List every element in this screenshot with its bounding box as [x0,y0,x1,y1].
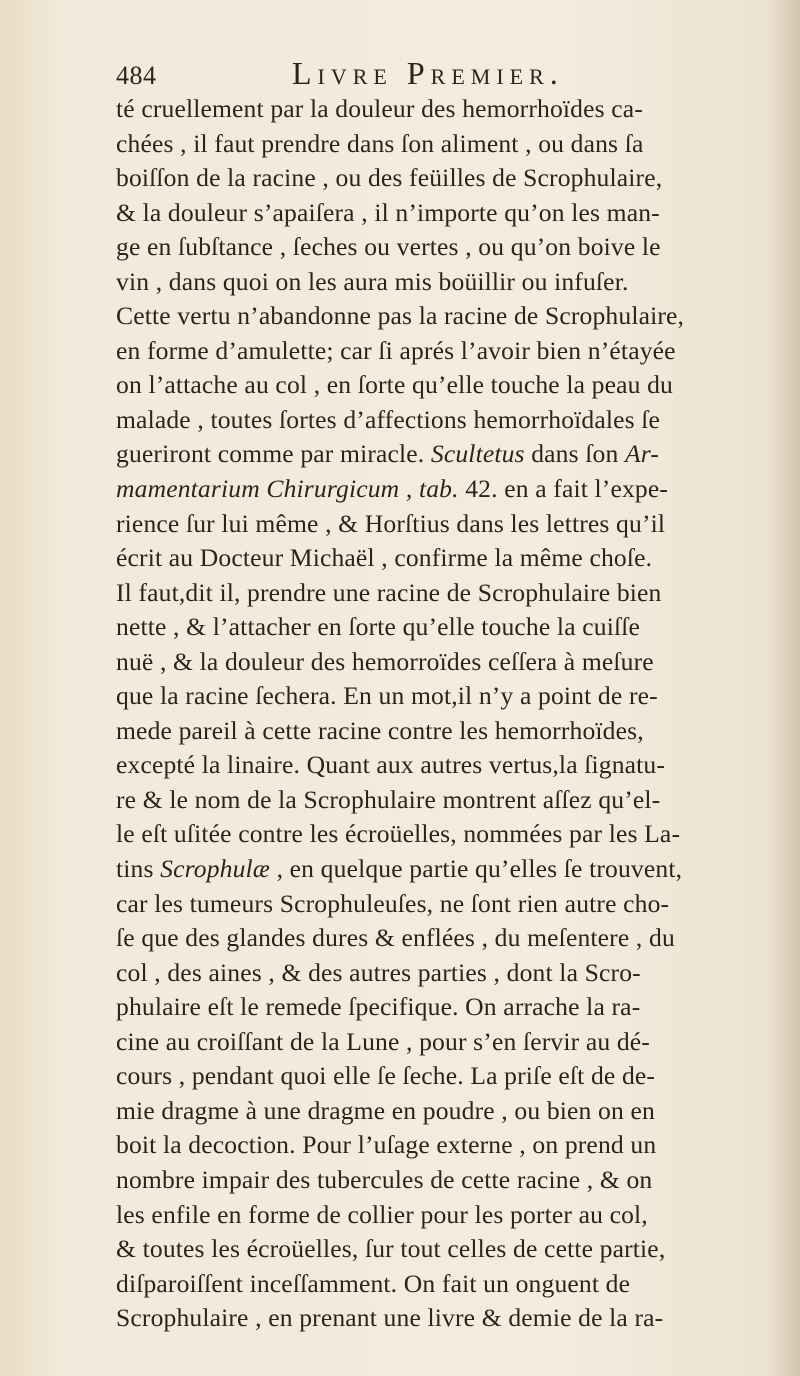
text-segment: mede pareil à cette racine contre les hemorrhoïdes, [116,715,644,745]
text-line [116,1232,770,1267]
text-line [116,990,770,1025]
italic-text-segment: mamentarium Chirurgicum , tab. [116,474,459,504]
text-line [116,265,770,300]
text-line [116,1163,770,1198]
text-segment: & toutes les écroüelles, ſur tout celles de cette partie, [116,1234,666,1264]
text-line [116,817,770,852]
text-line [116,161,770,196]
text-line [116,645,770,680]
text-segment: rience ſur lui même , & Horſtius dans les lettres qu’il [116,508,666,538]
text-segment: vin , dans quoi on les aura mis boüillir ou infuſer. [116,266,629,296]
text-segment: col , des aines , & des autres parties , dont la Scro- [116,957,641,987]
text-line [116,334,770,369]
running-head: Livre Premier. [292,55,564,91]
text-line [116,610,770,645]
text-segment: malade , toutes ſortes d’affections hemorrhoïdales ſe [116,404,661,434]
body-text [116,92,770,1336]
text-line [116,679,770,714]
text-line [116,437,770,472]
italic-text-segment: Scrophulæ [160,854,271,884]
text-segment: Il faut,dit il, prendre une racine de Scrophulaire bien [116,577,662,607]
text-line [116,403,770,438]
text-segment: les enfile en forme de collier pour les porter au col, [116,1199,648,1229]
text-segment: nombre impair des tubercules de cette racine , & on [116,1164,653,1194]
text-line [116,230,770,265]
text-line [116,1301,770,1336]
italic-text-segment: Ar- [625,439,660,469]
text-segment: nette , & l’attacher en ſorte qu’elle touche la cuiſſe [116,612,640,642]
text-line [116,1025,770,1060]
text-line [116,714,770,749]
text-segment: dans ſon [524,439,625,469]
text-segment: gueriront comme par miracle. [116,439,431,469]
text-segment: phulaire eſt le remede ſpecifique. On arrache la ra- [116,992,641,1022]
text-line [116,1267,770,1302]
text-segment: cours , pendant quoi elle ſe ſeche. La priſe eſt de de- [116,1061,656,1091]
text-line [116,1059,770,1094]
text-segment: , en quelque partie qu’elles ſe trouvent, [270,854,683,884]
text-line [116,1128,770,1163]
text-segment: le eſt uſitée contre les écroüelles, nommées par les La- [116,819,681,849]
text-line [116,299,770,334]
text-segment: que la racine ſechera. En un mot,il n’y a point de re- [116,681,658,711]
text-segment: cine au croiſſant de la Lune , pour s’en ſervir au dé- [116,1026,650,1056]
text-segment: & la douleur s’apaiſera , il n’importe qu’on les man- [116,197,660,227]
text-segment: car les tumeurs Scrophuleuſes, ne ſont rien autre cho- [116,888,670,918]
text-segment: excepté la linaire. Quant aux autres vertus,la ſignatu- [116,750,666,780]
text-segment: tins [116,854,161,884]
text-segment: on l’attache au col , en ſorte qu’elle touche la peau du [116,370,674,400]
text-line [116,956,770,991]
text-line [116,196,770,231]
text-line [116,472,770,507]
text-segment: Cette vertu n’abandonne pas la racine de Scrophulaire, [116,301,685,331]
text-line [116,921,770,956]
text-segment: ſe que des glandes dures & enflées , du meſentere , du [116,923,675,953]
text-segment: nuë , & la douleur des hemorroïdes ceſſera à meſure [116,646,654,676]
text-line [116,1094,770,1129]
page-number: 484 [116,61,157,90]
text-segment: Scrophulaire , en prenant une livre & demie de la ra- [116,1303,664,1333]
text-segment: re & le nom de la Scrophulaire montrent aſſez qu’el- [116,784,661,814]
text-segment: boit la decoction. Pour l’uſage externe , on prend un [116,1130,657,1160]
text-line [116,127,770,162]
italic-text-segment: Scultetus [430,439,525,469]
text-segment: ge en ſubſtance , ſeches ou vertes , ou qu’on boive le [116,232,661,262]
text-segment: té cruellement par la douleur des hemorrhoïdes ca- [116,94,643,123]
text-line [116,783,770,818]
page-header [116,55,764,95]
text-segment: chées , il faut prendre dans ſon aliment , ou dans ſa [116,128,644,158]
page-gutter-shadow [766,0,800,1376]
text-line [116,507,770,542]
text-segment: en forme d’amulette; car ſi aprés l’avoir bien n’étayée [116,335,676,365]
text-segment: diſparoiſſent inceſſamment. On fait un onguent de [116,1268,631,1298]
text-segment: 42. en a fait l’expe- [458,474,669,504]
text-line [116,368,770,403]
text-segment: boiſſon de la racine , ou des feüilles de Scrophulaire, [116,163,663,193]
text-line [116,887,770,922]
text-line [116,852,770,887]
text-segment: mie dragme à une dragme en poudre , ou bien on en [116,1095,655,1125]
text-line [116,92,770,127]
text-line [116,576,770,611]
text-line [116,1198,770,1233]
text-segment: écrit au Docteur Michaël , confirme la même choſe. [116,543,653,573]
text-line [116,748,770,783]
text-line [116,541,770,576]
